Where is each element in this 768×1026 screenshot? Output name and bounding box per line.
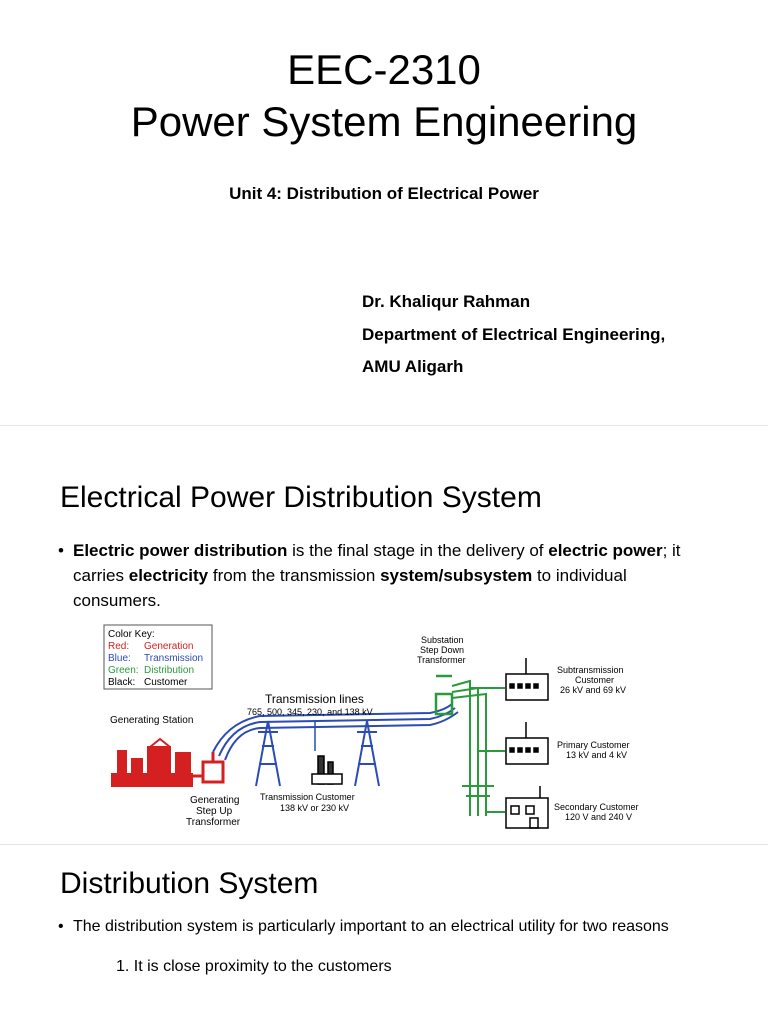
subtransmission-label-3: 26 kV and 69 kV — [560, 685, 627, 695]
subtransmission-label-1: Subtransmission — [557, 665, 624, 675]
secondary-customer-icon — [506, 786, 548, 828]
key-transmission-label: Blue: — [108, 653, 131, 664]
author-block — [362, 286, 665, 384]
transmission-customer-icon — [312, 722, 342, 784]
gen-transformer-icon — [192, 752, 223, 782]
substation-label-2: Step Down — [420, 645, 465, 655]
primary-customer-voltage: 13 kV and 4 kV — [566, 750, 628, 760]
generating-station-label: Generating Station — [110, 715, 194, 726]
title-slide — [0, 0, 768, 425]
unit-title: Unit 4: Distribution of Electrical Power — [229, 184, 539, 203]
slide-heading: Distribution System — [60, 867, 319, 900]
key-customer-label: Black: — [108, 677, 136, 688]
transmission-tower-icon — [355, 721, 379, 786]
transmission-customer-voltage: 138 kV or 230 kV — [280, 803, 350, 813]
generating-station-icon — [110, 715, 193, 786]
bold-term: system/subsystem — [380, 566, 533, 585]
transmission-tower-icon — [256, 721, 280, 786]
bullet-fragment: is the final stage in the delivery of — [287, 541, 549, 560]
course-code: EEC-2310 — [287, 46, 481, 93]
transmission-lines-label: Transmission lines — [265, 692, 364, 706]
distribution-overview-slide — [0, 425, 768, 844]
gen-transformer-label-1: Generating — [190, 795, 240, 806]
color-key — [104, 625, 212, 689]
distribution-lines — [452, 681, 505, 816]
bullet-point — [58, 918, 718, 935]
bullet-fragment: from the transmission — [208, 566, 381, 585]
bold-term: electric power — [548, 541, 663, 560]
substation-label-3: Transformer — [417, 655, 466, 665]
author-name: Dr. Khaliqur Rahman — [362, 292, 531, 311]
gen-transformer-label-2: Step Up — [196, 806, 233, 817]
subtransmission-customer-icon — [506, 658, 548, 700]
distribution-system-slide — [0, 844, 768, 1026]
course-title-block — [0, 44, 768, 148]
key-customer-value: Customer — [144, 677, 188, 688]
key-distribution-label: Green: — [108, 665, 139, 676]
transmission-customer-label: Transmission Customer — [260, 792, 355, 802]
bullet-dot: • — [58, 918, 64, 935]
author-department: Department of Electrical Engineering, — [362, 324, 666, 344]
primary-customer-icon — [506, 722, 548, 764]
key-generation-label: Red: — [108, 641, 130, 652]
subtransmission-label-2: Customer — [575, 675, 615, 685]
slide-heading: Electrical Power Distribution System — [60, 481, 542, 514]
bullet-dot: • — [58, 541, 64, 560]
bullet-text: The distribution system is particularly important to an electrical utility for two reasons — [73, 918, 669, 935]
author-institution: AMU Aligarh — [362, 357, 464, 376]
secondary-customer-label: Secondary Customer — [554, 802, 639, 812]
bold-term: Electric power distribution — [73, 541, 288, 560]
color-key-title: Color Key: — [108, 629, 155, 640]
power-distribution-diagram — [0, 426, 768, 844]
key-generation-value: Generation — [144, 641, 194, 652]
substation-label-1: Substation — [421, 635, 464, 645]
secondary-customer-voltage: 120 V and 240 V — [565, 812, 633, 822]
key-distribution-value: Distribution — [144, 665, 195, 676]
course-title: Power System Engineering — [130, 98, 638, 145]
sub-list-item: 1. It is close proximity to the customers — [116, 958, 392, 975]
bullet-fragment: ; it carries — [73, 541, 681, 585]
key-transmission-value: Transmission — [144, 653, 204, 664]
transmission-voltages-label: 765, 500, 345, 230, and 138 kV — [247, 707, 373, 717]
bullet-fragment: to individual consumers. — [73, 566, 627, 610]
primary-customer-label: Primary Customer — [557, 740, 630, 750]
bold-term: electricity — [128, 566, 209, 585]
gen-transformer-label-3: Transformer — [186, 817, 241, 828]
